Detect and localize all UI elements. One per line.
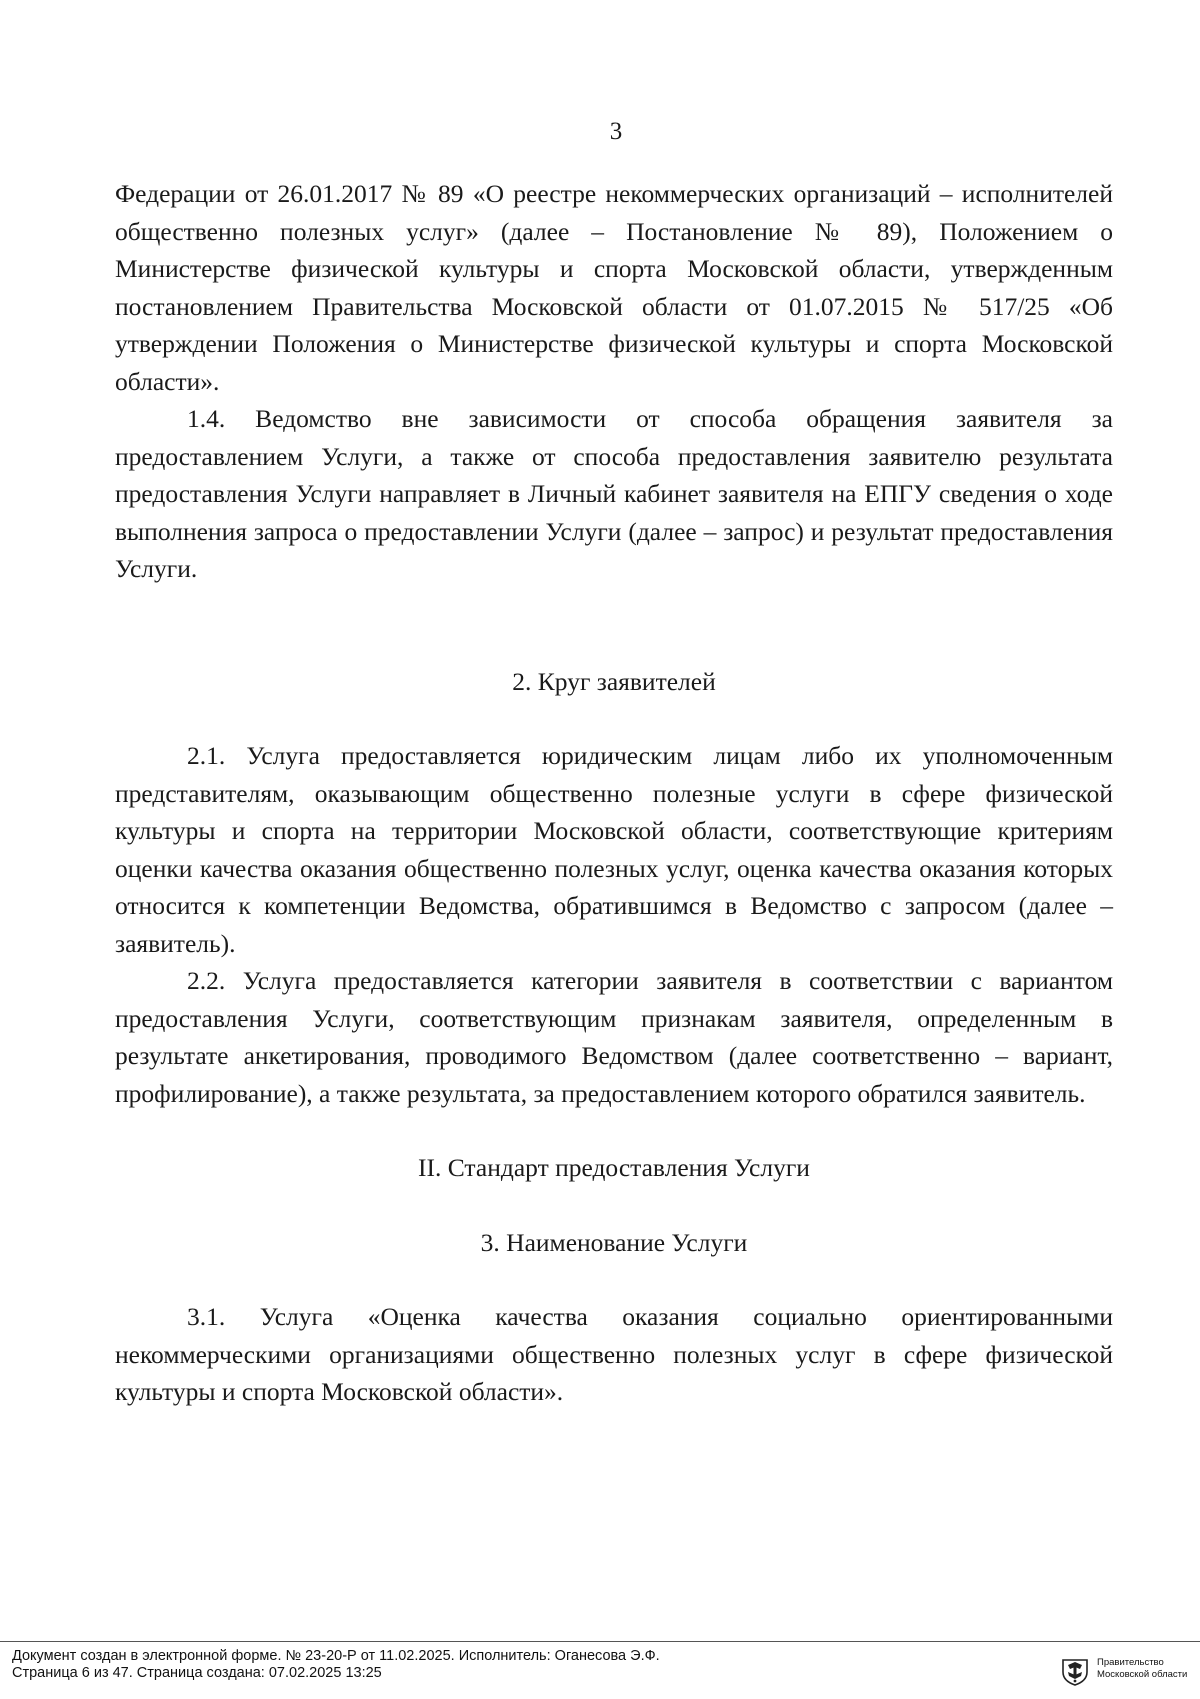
- document-body: [115, 175, 1113, 1411]
- chapter-heading-II: II. Стандарт предоставления Услуги: [418, 1153, 810, 1182]
- document-footer: [0, 1641, 1200, 1699]
- footer-page-info: Страница 6 из 47. Страница создана: 07.02.2025 13:25: [12, 1665, 382, 1681]
- section-heading-3: 3. Наименование Услуги: [480, 1227, 748, 1257]
- paragraph-2-1: 2.1. Услуга предоставляется юридическим лицам либо их уполномоченным представителям, оказывающим общественно полезные услуги в сфере физической культуры и спорта на территории Московской области, соответствующие критериям оценки качества оказания общественно полезных услуг, оценка качества оказания которых относится к компетенции Ведомства, обратившимся в Ведомство с запросом (далее – заявитель).: [115, 741, 1113, 958]
- footer-document-info: Документ создан в электронной форме. № 23-20-Р от 11.02.2025. Исполнитель: Оганесова Э.Ф.: [12, 1648, 660, 1664]
- moscow-oblast-coat-of-arms-icon: [1060, 1656, 1090, 1686]
- page-number: 3: [609, 118, 623, 145]
- paragraph-continuation: Федерации от 26.01.2017 № 89 «О реестре некоммерческих организаций – исполнителей общественно полезных услуг» (далее – Постановление № 89), Положением о Министерстве физической культуры и спорта Московской области, утвержденным постановлением Правительства Московской области от 01.07.2015 № 517/25 «Об утверждении Положения о Министерстве физической культуры и спорта Московской области».: [115, 179, 1113, 396]
- footer-text: [12, 1648, 660, 1682]
- paragraph-2-2: 2.2. Услуга предоставляется категории заявителя в соответствии с вариантом предоставления Услуги, соответствующим признакам заявителя, определенным в результате анкетирования, проводимого Ведомством (далее соответственно – вариант, профилирование), а также результата, за предоставлением которого обратился заявитель.: [115, 966, 1113, 1108]
- section-heading-2: 2. Круг заявителей: [512, 666, 716, 696]
- government-label: Правительство Московской области: [1097, 1657, 1188, 1680]
- paragraph-3-1: 3.1. Услуга «Оценка качества оказания социально ориентированными некоммерческими организациями общественно полезных услуг в сфере физической культуры и спорта Московской области».: [115, 1302, 1113, 1406]
- paragraph-1-4: 1.4. Ведомство вне зависимости от способа обращения заявителя за предоставлением Услуги, а также от способа предоставления заявителю результата предоставления Услуги направляет в Личный кабинет заявителя на ЕПГУ сведения о ходе выполнения запроса о предоставлении Услуги (далее – запрос) и результат предоставления Услуги.: [115, 404, 1113, 583]
